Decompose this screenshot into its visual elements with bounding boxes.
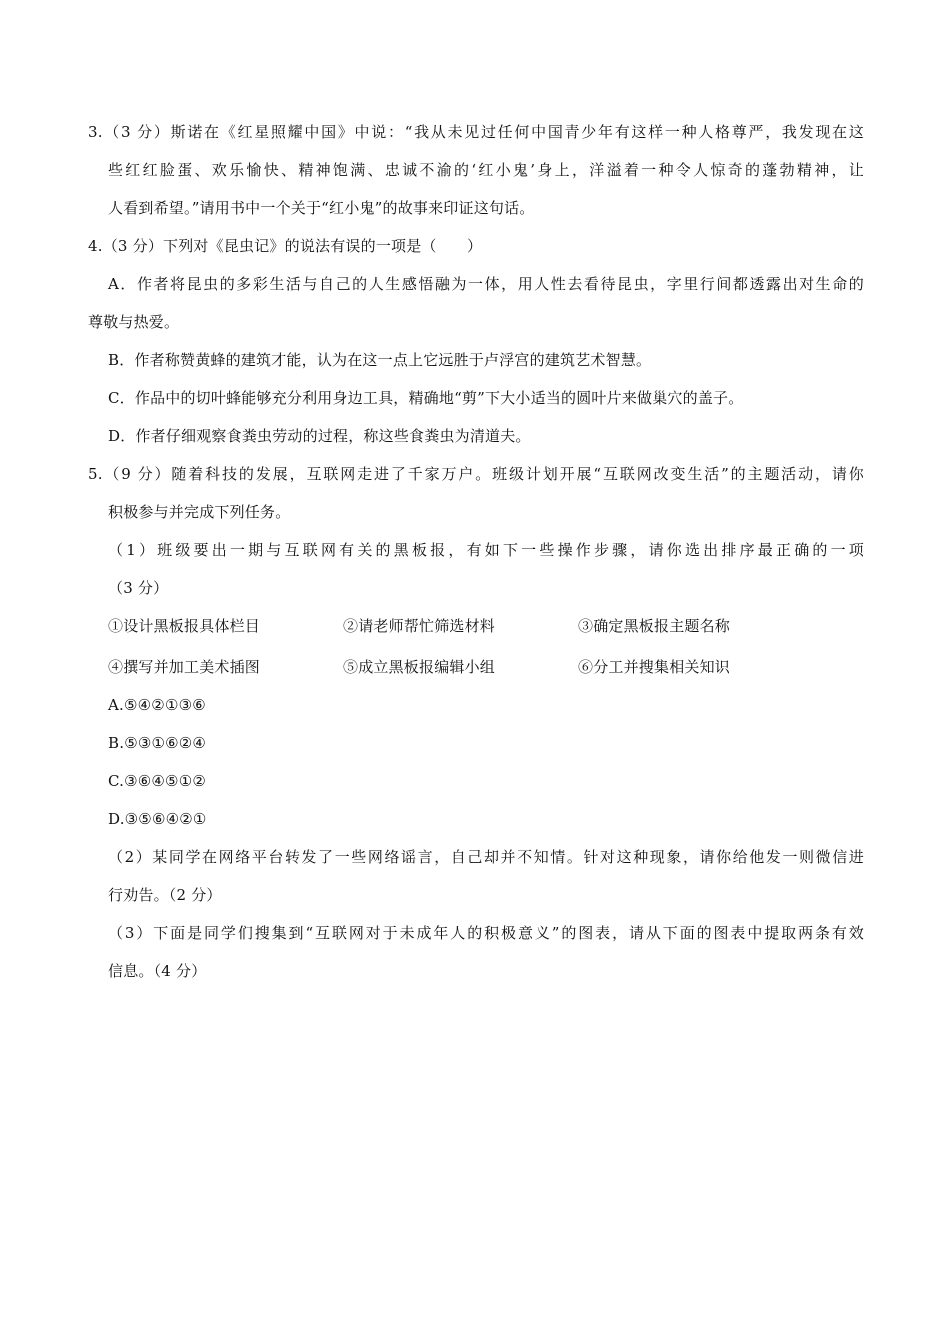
q4-option-a-line-2: 尊敬与热爱。 [88,313,180,331]
q5-choice-c: C.③⑥④⑤①② [108,772,206,790]
q4-stem: 4.（3 分）下列对《昆虫记》的说法有误的一项是（ ） [88,237,483,255]
q3-line-1: 3.（3 分）斯诺在《红星照耀中国》中说：“我从未见过任何中国青少年有这样一种人格尊严，我发现在这 [88,123,864,141]
q5-choice-a: A.⑤④②①③⑥ [108,696,206,714]
q5-step-5: ⑤成立黑板报编辑小组 [343,658,496,676]
q5-sub1-line-2: （3 分） [108,579,169,597]
q4-option-a-line-1: A．作者将昆虫的多彩生活与自己的人生感悟融为一体，用人性去看待昆虫，字里行间都透露出对生命的 [108,275,864,293]
q5-stem-line-2: 积极参与并完成下列任务。 [108,503,291,521]
q5-step-6: ⑥分工并搜集相关知识 [578,658,731,676]
q3-line-3: 人看到希望。”请用书中一个关于“红小鬼”的故事来印证这句话。 [108,199,535,217]
q5-step-2: ②请老师帮忙筛选材料 [343,617,496,635]
q5-step-1: ①设计黑板报具体栏目 [108,617,261,635]
q5-sub3-line-1: （3）下面是同学们搜集到“互联网对于未成年人的积极意义”的图表，请从下面的图表中提取两条有效 [108,924,864,942]
q5-stem-line-1: 5.（9 分）随着科技的发展，互联网走进了千家万户。班级计划开展“互联网改变生活”的主题活动，请你 [88,465,864,483]
q3-line-2: 些红红脸蛋、欢乐愉快、精神饱满、忠诚不渝的‘红小鬼’身上，洋溢着一种令人惊奇的蓬勃精神，让 [108,161,864,179]
q5-step-4: ④撰写并加工美术插图 [108,658,261,676]
q5-sub1-line-1: （1）班级要出一期与互联网有关的黑板报，有如下一些操作步骤，请你选出排序最正确的一项 [108,541,864,559]
q5-step-3: ③确定黑板报主题名称 [578,617,731,635]
q5-choice-d: D.③⑤⑥④②① [108,810,207,828]
q4-option-b: B．作者称赞黄蜂的建筑才能，认为在这一点上它远胜于卢浮宫的建筑艺术智慧。 [108,351,652,369]
q5-sub2-line-2: 行劝告。（2 分） [108,886,222,904]
q5-choice-b: B.⑤③①⑥②④ [108,734,207,752]
q4-option-d: D．作者仔细观察食粪虫劳动的过程，称这些食粪虫为清道夫。 [108,427,531,445]
q5-sub2-line-1: （2）某同学在网络平台转发了一些网络谣言，自己却并不知情。针对这种现象，请你给他发一则微信进 [108,848,864,866]
q4-option-c: C．作品中的切叶蜂能够充分利用身边工具，精确地“剪”下大小适当的圆叶片来做巢穴的盖子。 [108,389,744,407]
q5-sub3-line-2: 信息。（4 分） [108,962,207,980]
